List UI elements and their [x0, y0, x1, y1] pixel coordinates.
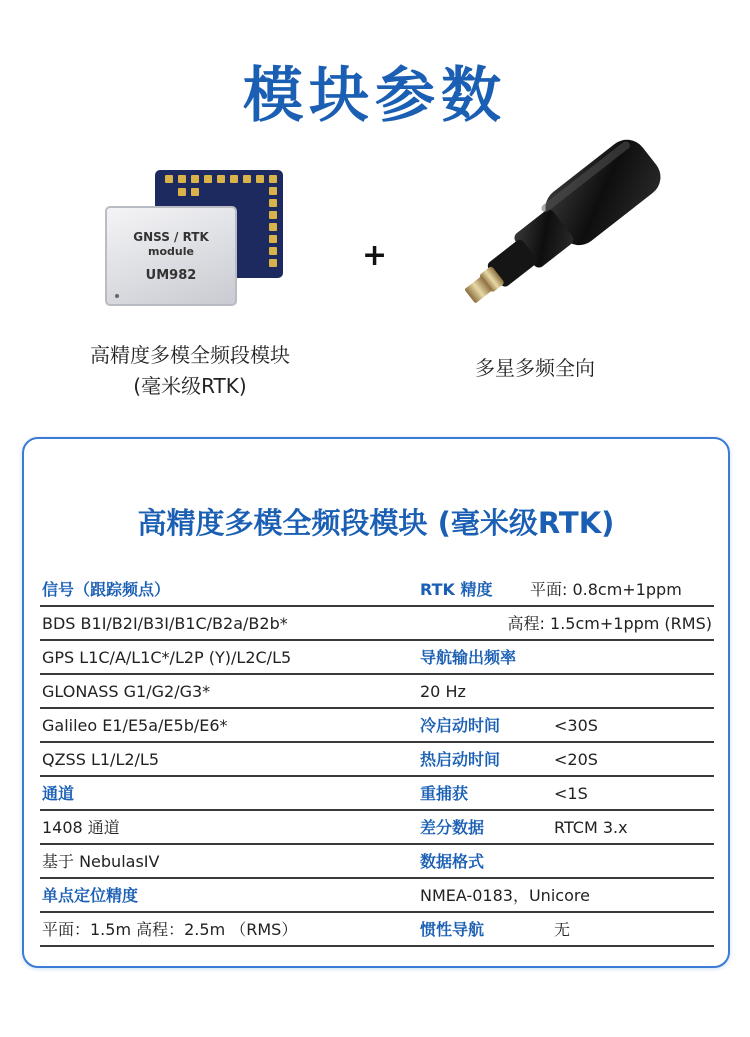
module-caption — [40, 340, 340, 402]
chip-pad — [256, 175, 264, 183]
spec-row — [40, 641, 714, 675]
signal-heading: 信号（跟踪频点） — [42, 580, 171, 599]
differential-data-label: 差分数据 — [420, 818, 485, 837]
reacquisition-value: <1S — [554, 784, 588, 803]
chip-pad — [269, 259, 277, 267]
chip-pin1-dot — [115, 294, 119, 298]
spec-row — [40, 879, 714, 913]
hot-start-label: 热启动时间 — [420, 750, 501, 769]
module-caption-line1: 高精度多模全频段模块 — [90, 343, 290, 367]
spec-card — [22, 437, 730, 968]
chip-pad — [165, 175, 173, 183]
bds-bands: BDS B1I/B2I/B3I/B1C/B2a/B2b* — [42, 614, 288, 633]
spec-row — [40, 607, 714, 641]
card-title: 高精度多模全频段模块 (毫米级RTK) — [137, 506, 615, 540]
data-format-label: 数据格式 — [420, 852, 485, 871]
chip-pad — [269, 211, 277, 219]
chip-pad — [269, 175, 277, 183]
chip-label-line2: module — [148, 245, 194, 258]
spec-row — [40, 709, 714, 743]
differential-data-value: RTCM 3.x — [554, 818, 628, 837]
chip-pad — [230, 175, 238, 183]
page-title: 模块参数 — [243, 61, 507, 131]
cold-start-label: 冷启动时间 — [420, 716, 501, 735]
chip-shield-cover — [105, 206, 237, 306]
chip-pad — [191, 175, 199, 183]
plus-sign: + — [362, 238, 388, 273]
spec-row — [40, 675, 714, 709]
chip-pad — [269, 247, 277, 255]
reacquisition-label: 重捕获 — [420, 784, 469, 803]
single-point-accuracy-heading: 单点定位精度 — [42, 886, 139, 905]
spec-row — [40, 573, 714, 607]
spec-row — [40, 777, 714, 811]
platform-value: 基于 NebulasIV — [42, 852, 160, 871]
chip-pad — [178, 188, 186, 196]
channels-heading: 通道 — [42, 784, 75, 803]
glonass-bands: GLONASS G1/G2/G3* — [42, 682, 211, 701]
data-format-value: NMEA-0183，Unicore — [420, 886, 590, 905]
single-point-accuracy-value: 平面：1.5m 高程：2.5m （RMS） — [42, 920, 298, 939]
chip-pad — [217, 175, 225, 183]
chip-pad — [269, 223, 277, 231]
inertial-nav-value: 无 — [554, 920, 571, 939]
spec-table — [40, 573, 714, 947]
inertial-nav-label: 惯性导航 — [420, 920, 485, 939]
cold-start-value: <30S — [554, 716, 598, 735]
antenna-image — [420, 130, 690, 340]
hot-start-value: <20S — [554, 750, 598, 769]
rtk-horizontal-value: 平面: 0.8cm+1ppm — [530, 580, 682, 599]
rtk-accuracy-label: RTK 精度 — [420, 580, 493, 599]
chip-pad — [204, 175, 212, 183]
chip-pad — [243, 175, 251, 183]
spec-row — [40, 845, 714, 879]
channels-value: 1408 通道 — [42, 818, 120, 837]
module-caption-line2: (毫米级RTK) — [133, 374, 247, 398]
chip-pad — [269, 187, 277, 195]
gps-bands: GPS L1C/A/L1C*/L2P (Y)/L2C/L5 — [42, 648, 292, 667]
nav-output-rate-label: 导航输出频率 — [420, 648, 517, 667]
spec-row — [40, 743, 714, 777]
chip-pad — [178, 175, 186, 183]
gnss-module-image — [105, 168, 285, 308]
nav-output-rate-value: 20 Hz — [420, 682, 466, 701]
chip-pad — [269, 199, 277, 207]
antenna-caption: 多星多频全向 — [475, 356, 595, 380]
rtk-vertical-value: 高程: 1.5cm+1ppm (RMS) — [507, 614, 712, 633]
galileo-bands: Galileo E1/E5a/E5b/E6* — [42, 716, 228, 735]
spec-row — [40, 913, 714, 947]
chip-label-line1: GNSS / RTK — [133, 230, 209, 244]
chip-pad — [191, 188, 199, 196]
spec-row — [40, 811, 714, 845]
chip-label-model: UM982 — [145, 268, 197, 283]
qzss-bands: QZSS L1/L2/L5 — [42, 750, 160, 769]
chip-pad — [269, 235, 277, 243]
